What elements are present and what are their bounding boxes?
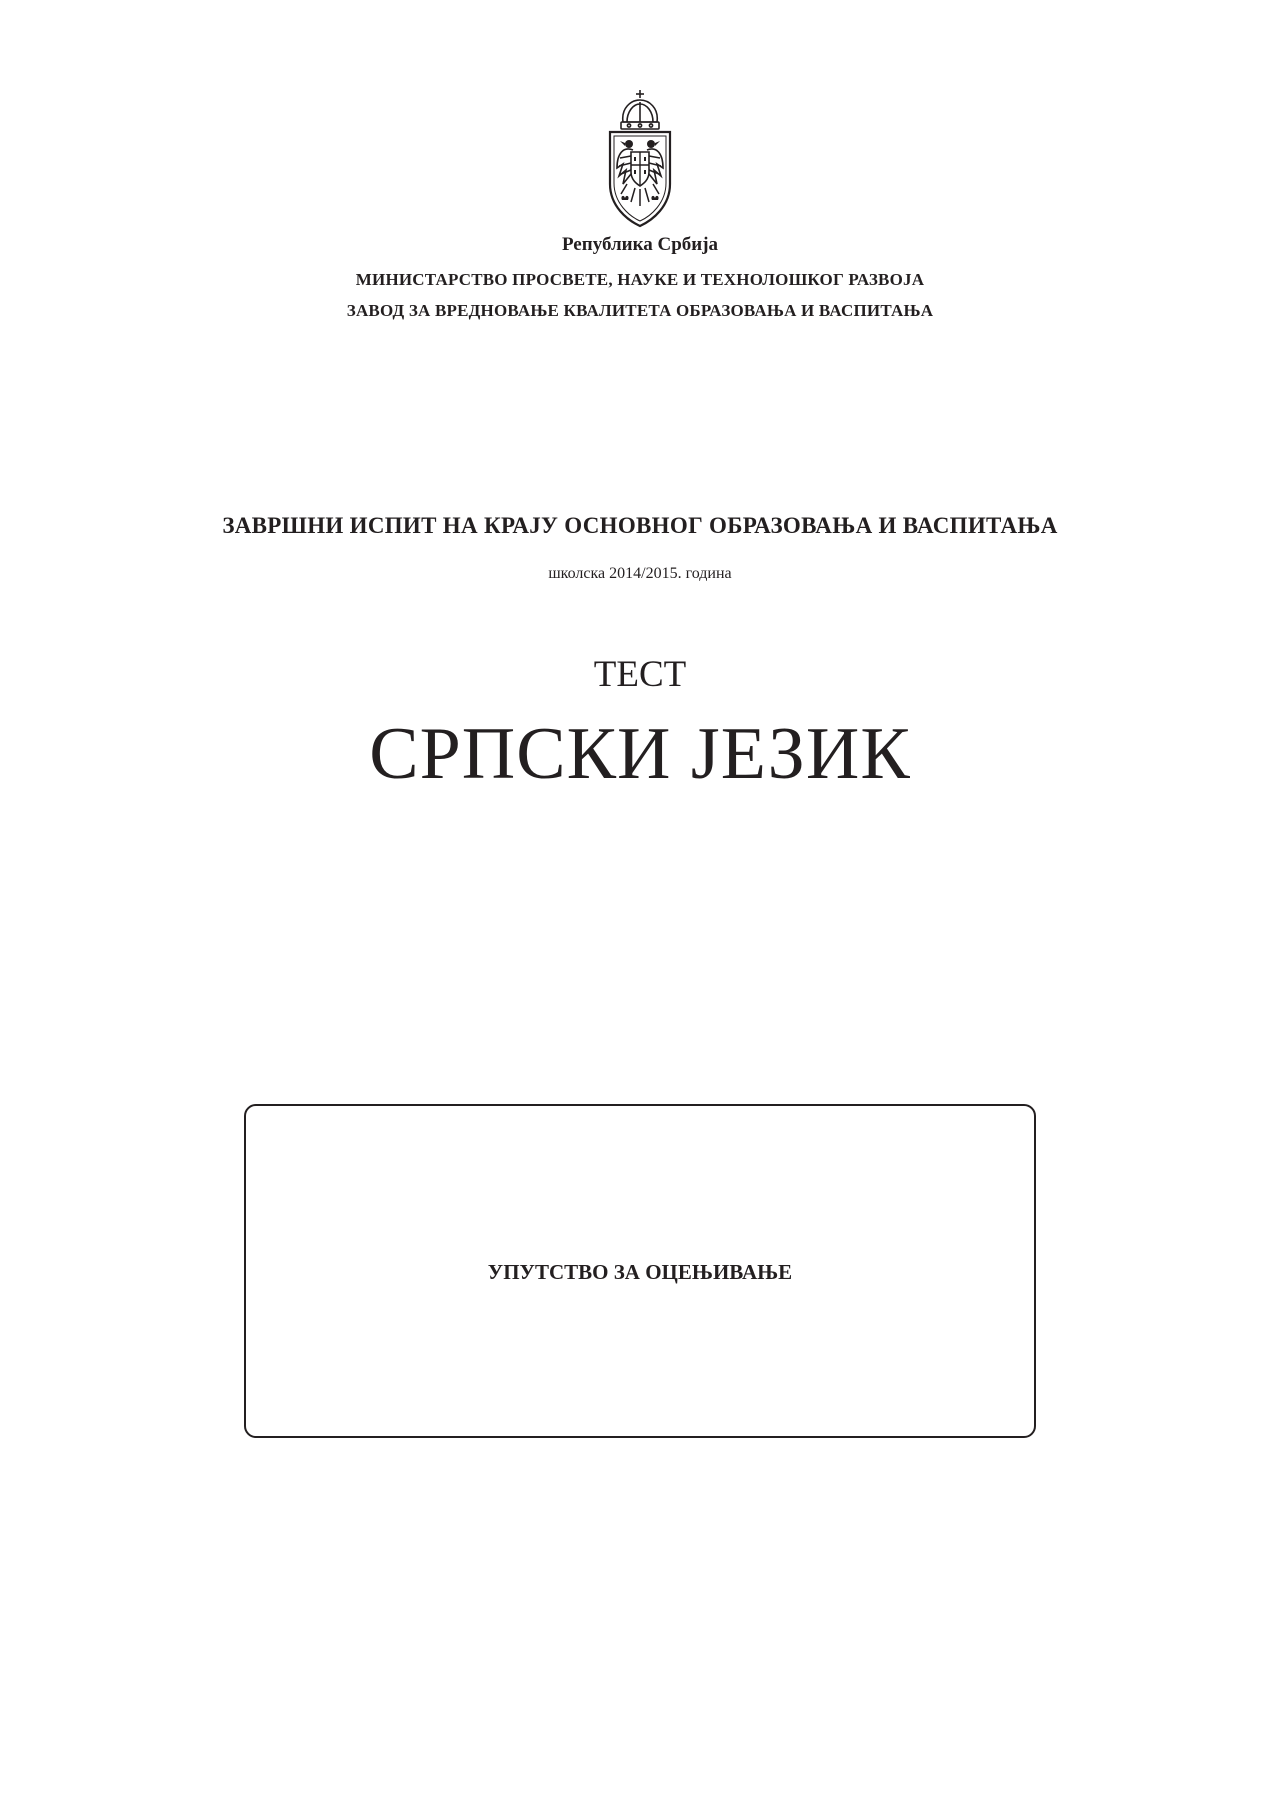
serbian-coat-of-arms-icon <box>605 88 675 228</box>
subject-title: СРПСКИ ЈЕЗИК <box>369 713 911 795</box>
ministry-name: МИНИСТАРСТВО ПРОСВЕТЕ, НАУКЕ И ТЕХНОЛОШКОГ РАЗВОЈА <box>355 270 925 289</box>
exam-title: ЗАВРШНИ ИСПИТ НА КРАЈУ ОСНОВНОГ ОБРАЗОВАЊА И ВАСПИТАЊА <box>222 513 1058 538</box>
instructions-label: УПУТСТВО ЗА ОЦЕЊИВАЊЕ <box>487 1260 793 1284</box>
test-label: ТЕСТ <box>593 654 687 695</box>
country-name: Република Србија <box>561 234 719 255</box>
school-year: школска 2014/2015. година <box>548 565 732 582</box>
institute-name: ЗАВОД ЗА ВРЕДНОВАЊЕ КВАЛИТЕТА ОБРАЗОВАЊА И ВАСПИТАЊА <box>346 301 934 320</box>
instructions-box <box>244 1104 1036 1438</box>
